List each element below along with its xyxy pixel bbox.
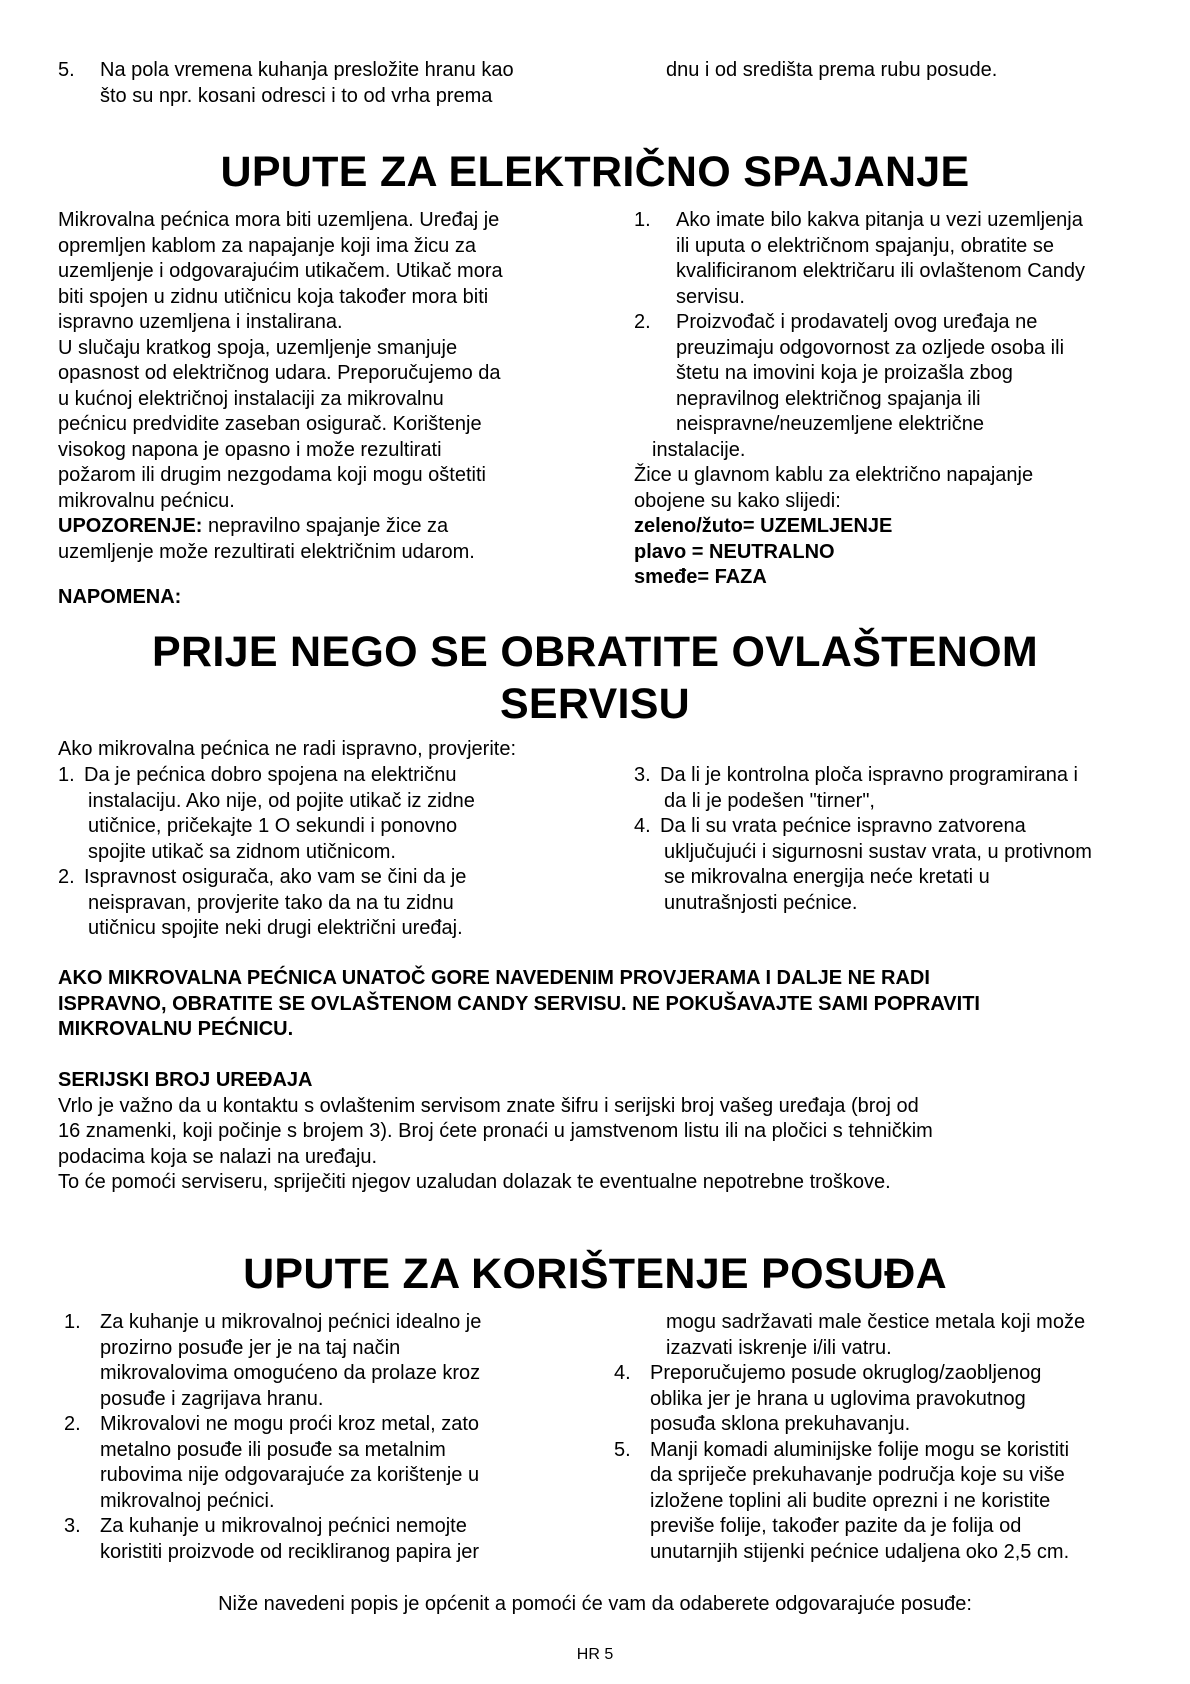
text-line: štetu na imovini koja je proizašla zbog xyxy=(676,362,1013,384)
text-line: visokog napona je opasno i može rezultirati xyxy=(58,438,442,461)
text-line: mikrovalovima omogućeno da prolaze kroz xyxy=(100,1362,481,1384)
text-line: preuzimaju odgovornost za ozljede osoba ili xyxy=(676,336,1065,359)
text-line: Manji komadi aluminijske folije mogu se koristiti xyxy=(650,1438,1070,1461)
title-line: PRIJE NEGO SE OBRATITE OVLAŠTENOM xyxy=(152,628,1038,676)
dishes-left-column xyxy=(64,1310,604,1565)
text-line: AKO MIKROVALNA PEĆNICA UNATOČ GORE NAVEDENIM PROVJERAMA I DALJE NE RADI xyxy=(58,967,930,989)
text-line: utičnicu spojite neki drugi električni uređaj. xyxy=(88,917,463,939)
text-line: nepravilnog električnog spajanja ili xyxy=(676,387,981,410)
list-number: 5. xyxy=(58,59,75,81)
text-line: Na pola vremena kuhanja presložite hranu kao xyxy=(100,59,514,81)
dishes-right-column xyxy=(614,1310,1174,1565)
numbered-item: 1. Ako imate bilo kakva pitanja u vezi uzemljenja ili uputa o električnom spajanju, obratite se kvalificiranom električaru ili ovlaštenom Candy servisu. xyxy=(634,208,1174,310)
numbered-item: 3. Da li je kontrolna ploča ispravno programirana i da li je podešen "tirner", xyxy=(634,763,1174,814)
text-line: ispravno uzemljena i instalirana. xyxy=(58,311,343,333)
wire-blue: plavo = NEUTRALNO xyxy=(634,540,835,563)
text-line: Preporučujemo posude okruglog/zaobljenog xyxy=(650,1362,1042,1384)
page-number: HR 5 xyxy=(576,1646,614,1663)
text-line: Ako imate bilo kakva pitanja u vezi uzemljenja xyxy=(676,209,1083,231)
note-label: NAPOMENA: xyxy=(58,586,182,608)
text-line: Da li su vrata pećnice ispravno zatvorena xyxy=(660,815,1026,837)
text-line: previše folije, također pazite da je folija od xyxy=(650,1515,1022,1537)
numbered-item: 5. Manji komadi aluminijske folije mogu se koristiti da spriječe prekuhavanje područja koje su više izložene toplini ali budite oprezni i ne koristite previše folije, također pazite da je folija od unutarnjih stijenki pećnice udaljena oko 2,5 cm. xyxy=(614,1438,1174,1566)
text-line: izazvati iskrenje i/ili vatru. xyxy=(666,1336,892,1359)
text-line: da spriječe prekuhavanje područja koje su više xyxy=(650,1464,1065,1486)
text-line: u kućnoj električnoj instalaciji za mikrovalnu xyxy=(58,387,444,410)
dishes-footer-line: Niže navedeni popis je općenit a pomoći će vam da odaberete odgovarajuće posuđe: xyxy=(218,1593,972,1615)
text-line: Proizvođač i prodavatelj ovog uređaja ne xyxy=(676,311,1038,333)
wire-brown: smeđe= FAZA xyxy=(634,566,767,588)
section-title-dishes: UPUTE ZA KORIŠTENJE POSUĐA xyxy=(243,1250,947,1298)
text-line: unutrašnjosti pećnice. xyxy=(664,891,858,914)
text-line: uzemljenje i odgovarajućim utikačem. Utikač mora xyxy=(58,260,503,282)
service-right-column xyxy=(634,763,1174,916)
section-title-service xyxy=(0,626,1190,730)
numbered-item: 3. Za kuhanje u mikrovalnoj pećnici nemojte koristiti proizvode od recikliranog papira jer xyxy=(64,1514,604,1565)
warning-line: UPOZORENJE: nepravilno spajanje žice za xyxy=(58,515,449,537)
text-line: spojite utikač sa zidnom utičnicom. xyxy=(88,840,396,863)
text-line: metalno posuđe ili posuđe sa metalnim xyxy=(100,1438,446,1461)
text-line: prozirno posuđe jer je na taj način xyxy=(100,1336,401,1359)
service-intro: Ako mikrovalna pećnica ne radi ispravno, provjerite: xyxy=(58,738,516,760)
text-line: kvalificiranom električaru ili ovlaštenom Candy xyxy=(676,260,1086,282)
text-line: Da li je kontrolna ploča ispravno programirana i xyxy=(660,764,1078,786)
text-line: uzemljenje može rezultirati električnim udarom. xyxy=(58,540,475,563)
text-line: koristiti proizvode od recikliranog papira jer xyxy=(100,1540,480,1563)
serial-heading: SERIJSKI BROJ UREĐAJA xyxy=(58,1069,313,1091)
text-line: da li je podešen "tirner", xyxy=(664,789,875,812)
text-line: rubovima nije odgovarajuće za korištenje u xyxy=(100,1464,480,1486)
text-line: Za kuhanje u mikrovalnoj pećnici idealno je xyxy=(100,1311,482,1333)
text-line: obojene su kako slijedi: xyxy=(634,489,841,512)
text-line: što su npr. kosani odresci i to od vrha prema xyxy=(100,84,493,107)
text-line: biti spojen u zidnu utičnicu koja također mora biti xyxy=(58,285,489,308)
text-line: U slučaju kratkog spoja, uzemljenje smanjuje xyxy=(58,336,458,359)
text-line: uključujući i sigurnosni sustav vrata, u protivnom xyxy=(664,840,1092,863)
top-item-5 xyxy=(58,58,578,109)
text-line: To će pomoći serviseru, spriječiti njegov uzaludan dolazak te eventualne nepotrebne troškove. xyxy=(58,1171,891,1193)
text-line: podacima koja se nalazi na uređaju. xyxy=(58,1145,378,1168)
service-left-column xyxy=(58,763,598,942)
text-line: Žice u glavnom kablu za električno napajanje xyxy=(634,464,1034,486)
numbered-item: 2. Ispravnost osigurača, ako vam se čini da je neispravan, provjerite tako da na tu zidnu utičnicu spojite neki drugi električni uređaj. xyxy=(58,865,598,942)
text-line: Mikrovalna pećnica mora biti uzemljena. Uređaj je xyxy=(58,209,500,231)
text-line: servisu. xyxy=(676,285,745,308)
text-line: instalacije. xyxy=(652,438,746,461)
numbered-item: 1. Da je pećnica dobro spojena na električnu instalaciju. Ako nije, od pojite utikač iz zidne utičnice, pričekajte 1 O sekundi i ponovno spojite utikač sa zidnom utičnicom. xyxy=(58,763,598,865)
text-line: Vrlo je važno da u kontaktu s ovlaštenim servisom znate šifru i serijski broj vašeg uređaja (broj od xyxy=(58,1094,919,1117)
service-warning xyxy=(58,966,1158,1043)
warning-label: UPOZORENJE: xyxy=(58,515,203,537)
text-line: opasnost od električnog udara. Preporučujemo da xyxy=(58,362,501,384)
text-line: MIKROVALNU PEĆNICU. xyxy=(58,1018,294,1040)
text-line: mogu sadržavati male čestice metala koji može xyxy=(666,1311,1086,1333)
text-line: 16 znamenki, koji počinje s brojem 3). Broj ćete pronaći u jamstvenom listu ili na pločici s tehničkim xyxy=(58,1120,933,1142)
electric-left-column xyxy=(58,208,598,565)
electric-right-column xyxy=(634,208,1174,591)
text-line: posuđa sklona prekuhavanju. xyxy=(650,1413,911,1435)
text-line: se mikrovalna energija neće kretati u xyxy=(664,866,990,888)
text-line: oblika jer je hrana u uglovima pravokutnog xyxy=(650,1387,1026,1410)
text-line: neispravan, provjerite tako da na tu zidnu xyxy=(88,891,454,914)
text-line: ISPRAVNO, OBRATITE SE OVLAŠTENOM CANDY SERVISU. NE POKUŠAVAJTE SAMI POPRAVITI xyxy=(58,992,980,1015)
text-line: neispravne/neuzemljene električne xyxy=(676,413,984,435)
text-line: Mikrovalovi ne mogu proći kroz metal, zato xyxy=(100,1413,480,1435)
text-line: posuđe i zagrijava hranu. xyxy=(100,1387,324,1410)
numbered-item: 4. Da li su vrata pećnice ispravno zatvorena uključujući i sigurnosni sustav vrata, u protivnom se mikrovalna energija neće kretati u unutrašnjosti pećnice. xyxy=(634,814,1174,916)
top-right-continuation: dnu i od središta prema rubu posude. xyxy=(666,59,998,81)
text-line: izložene toplini ali budite oprezni i ne koristite xyxy=(650,1489,1051,1512)
text-line: utičnice, pričekajte 1 O sekundi i ponovno xyxy=(88,815,458,837)
text-line: pećnicu predvidite zaseban osigurač. Korištenje xyxy=(58,413,482,435)
numbered-item: 2. Proizvođač i prodavatelj ovog uređaja ne preuzimaju odgovornost za ozljede osoba ili štetu na imovini koja je proizašla zbog nepravilnog električnog spajanja ili neispravne/neuzemljene električne xyxy=(634,310,1174,438)
title-line: SERVISU xyxy=(499,680,691,728)
text-line: opremljen kablom za napajanje koji ima žicu za xyxy=(58,234,476,257)
wire-green: zeleno/žuto= UZEMLJENJE xyxy=(634,515,893,537)
numbered-item: 1. Za kuhanje u mikrovalnoj pećnici idealno je prozirno posuđe jer je na taj način mikrovalovima omogućeno da prolaze kroz posuđe i zagrijava hranu. xyxy=(64,1310,604,1412)
text-line: požarom ili drugim nezgodama koji mogu oštetiti xyxy=(58,464,486,486)
text-line: Da je pećnica dobro spojena na električnu xyxy=(84,764,457,786)
numbered-item: 4. Preporučujemo posude okruglog/zaobljenog oblika jer je hrana u uglovima pravokutnog posuđa sklona prekuhavanju. xyxy=(614,1361,1174,1438)
serial-section xyxy=(58,1068,1158,1196)
text-line: mikrovalnoj pećnici. xyxy=(100,1489,275,1512)
text-line: Za kuhanje u mikrovalnoj pećnici nemojte xyxy=(100,1515,467,1537)
text-line: ili uputa o električnom spajanju, obratite se xyxy=(676,234,1054,257)
text-line: mikrovalnu pećnicu. xyxy=(58,489,235,512)
text-line: Ispravnost osigurača, ako vam se čini da je xyxy=(84,866,467,888)
text-line: unutarnjih stijenki pećnice udaljena oko 2,5 cm. xyxy=(650,1540,1070,1563)
text-line: instalaciju. Ako nije, od pojite utikač iz zidne xyxy=(88,789,475,812)
numbered-item: 2. Mikrovalovi ne mogu proći kroz metal, zato metalno posuđe ili posuđe sa metalnim rubovima nije odgovarajuće za korištenje u mikrovalnoj pećnici. xyxy=(64,1412,604,1514)
section-title-electric: UPUTE ZA ELEKTRIČNO SPAJANJE xyxy=(220,148,970,196)
